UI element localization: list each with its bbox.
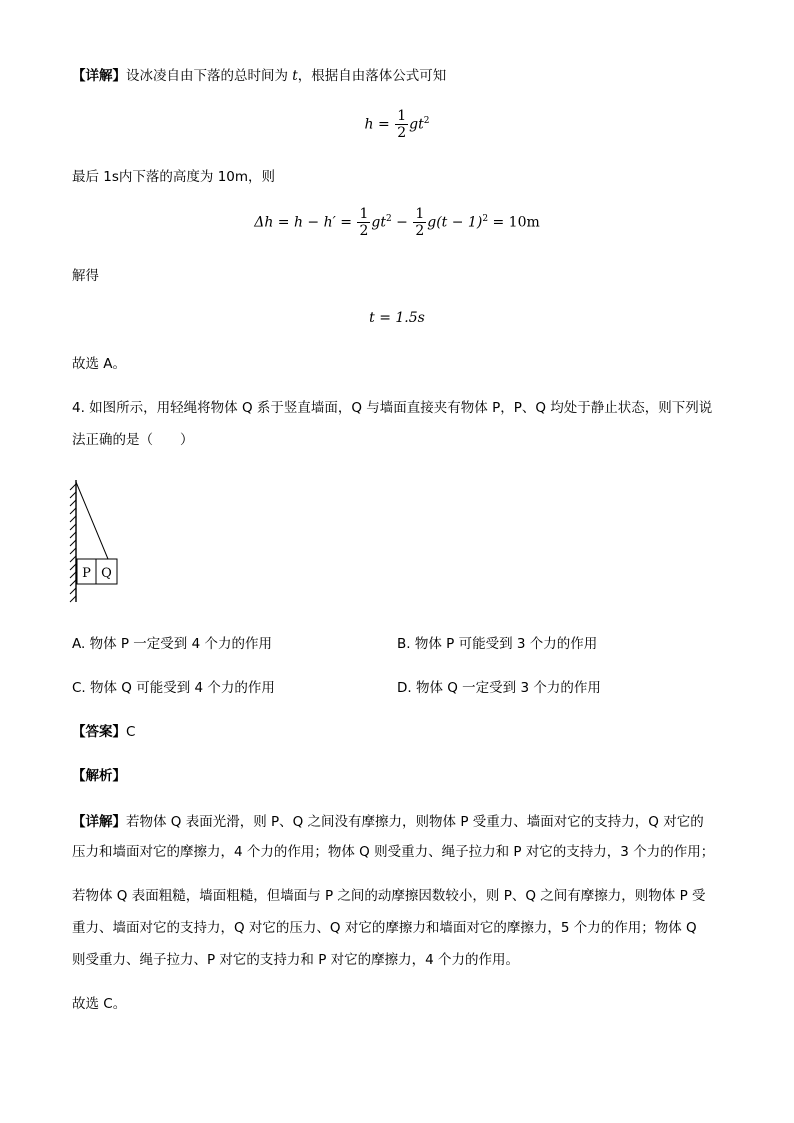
formula2-part3: g(t − 1) bbox=[427, 214, 483, 231]
formula1-num: 1 bbox=[397, 108, 407, 124]
option-d: D. 物体 Q 一定受到 3 个力的作用 bbox=[397, 680, 601, 696]
formula1-eq: = bbox=[373, 116, 395, 133]
formula2-den-1: 2 bbox=[359, 223, 369, 239]
formula2-num-1: 1 bbox=[359, 206, 369, 222]
wall-pq-figure bbox=[66, 478, 136, 604]
formula2-den-2: 2 bbox=[415, 223, 425, 239]
answer-tag: 【答案】 bbox=[72, 724, 126, 740]
formula2-num-2: 1 bbox=[415, 206, 425, 222]
choose-a-line: 故选 A。 bbox=[72, 356, 127, 372]
analysis-tag: 【解析】 bbox=[72, 768, 126, 784]
option-a: A. 物体 P 一定受到 4 个力的作用 bbox=[72, 636, 272, 652]
answer-value: C bbox=[126, 724, 136, 740]
question-4-line-1: 4. 如图所示，用轻绳将物体 Q 系于竖直墙面，Q 与墙面直接夹有物体 P，P、Q 均处于静止状态，则下列说 bbox=[72, 400, 713, 416]
formula2-part2: gt bbox=[371, 214, 386, 231]
answer-line bbox=[72, 722, 135, 742]
detail-line-1 bbox=[72, 66, 446, 86]
formula2-fraction-1 bbox=[357, 206, 370, 239]
formula2-exp-1: 2 bbox=[385, 213, 392, 224]
formula-result: t = 1.5s bbox=[369, 310, 425, 326]
detail2-line-5: 则受重力、绳子拉力、P 对它的支持力和 P 对它的摩擦力，4 个力的作用。 bbox=[72, 952, 520, 968]
detail2-line-3: 若物体 Q 表面粗糙，墙面粗糙，但墙面与 P 之间的动摩擦因数较小，则 P、Q 之间有摩擦力，则物体 P 受 bbox=[72, 888, 706, 904]
formula1-den: 2 bbox=[397, 125, 407, 141]
formula2-fraction-2 bbox=[413, 206, 426, 239]
formula1-rhs: gt bbox=[409, 116, 424, 133]
formula2-part1: Δh = h − h′ = bbox=[254, 214, 357, 231]
detail-text-b: ，根据自由落体公式可知 bbox=[297, 68, 447, 84]
label-q: Q bbox=[101, 566, 112, 581]
option-b: B. 物体 P 可能受到 3 个力的作用 bbox=[397, 636, 598, 652]
formula1-lhs: h bbox=[364, 116, 374, 133]
formula2-exp-2: 2 bbox=[482, 213, 489, 224]
solve-line: 解得 bbox=[72, 268, 99, 284]
detail2-line-2: 压力和墙面对它的摩擦力，4 个力的作用；物体 Q 则受重力、绳子拉力和 P 对它的支持力，3 个力的作用； bbox=[72, 844, 715, 860]
formula2-tail: = 10m bbox=[488, 214, 540, 231]
variable-t: t bbox=[292, 68, 298, 84]
option-c: C. 物体 Q 可能受到 4 个力的作用 bbox=[72, 680, 275, 696]
rope-line bbox=[76, 482, 108, 559]
formula2-minus: − bbox=[391, 214, 413, 231]
detail2-tag: 【详解】 bbox=[72, 814, 126, 830]
formula-free-fall bbox=[0, 108, 794, 141]
question-4-line-2: 法正确的是（ ） bbox=[72, 432, 194, 448]
formula1-fraction bbox=[395, 108, 408, 141]
last-second-line: 最后 1s内下落的高度为 10m，则 bbox=[72, 169, 276, 185]
label-p: P bbox=[82, 566, 91, 581]
formula-delta-h bbox=[0, 206, 794, 239]
wall-hatching bbox=[70, 484, 76, 602]
detail2-line-4: 重力、墙面对它的支持力，Q 对它的压力、Q 对它的摩擦力和墙面对它的摩擦力，5 个力的作用；物体 Q bbox=[72, 920, 697, 936]
detail2-line-1 bbox=[72, 812, 704, 832]
choose-c-line: 故选 C。 bbox=[72, 996, 127, 1012]
detail-text-a: 设冰凌自由下落的总时间为 bbox=[126, 68, 293, 84]
detail-tag: 【详解】 bbox=[72, 68, 126, 84]
formula1-exp: 2 bbox=[423, 115, 430, 126]
detail2-p1-line1: 若物体 Q 表面光滑，则 P、Q 之间没有摩擦力，则物体 P 受重力、墙面对它的支持力，Q 对它的 bbox=[126, 814, 704, 830]
